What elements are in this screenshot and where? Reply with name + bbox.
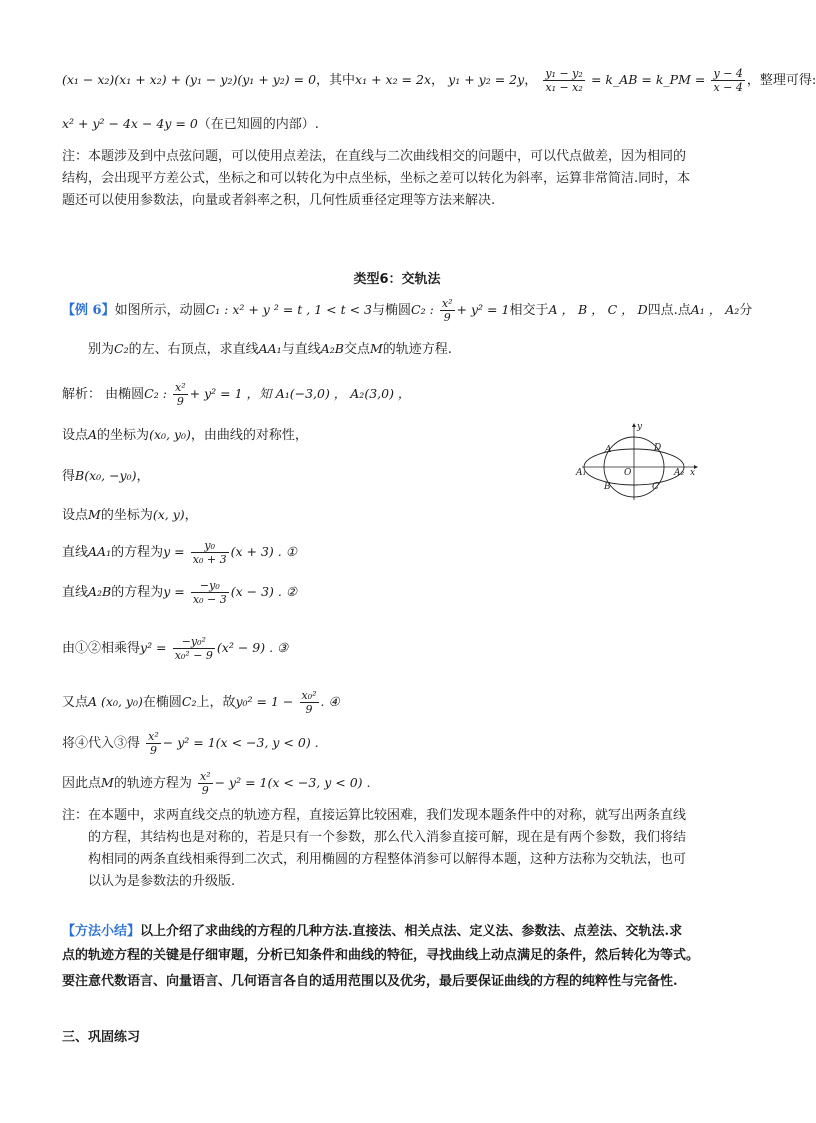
note2-line-2: 的方程，其结构也是对称的，若是只有一个参数，那么代入消参直接可解，现在是有两个参数，我们将结 [88,830,687,845]
summary-line-2: 点的轨迹方程的关键是仔细审题，分析已知条件和曲线的特征，寻找曲线上动点满足的条件，然后转化为等式。 [62,948,700,963]
label-y: y [637,422,643,432]
summary-tag: 【方法小结】 [62,924,141,939]
label-A: A [605,445,612,455]
equation-line-2: x² + y² − 4x − 4y = 0（在已知圆的内部）. [62,116,319,132]
label-O: O [624,468,632,478]
summary-line-1: 【方法小结】以上介绍了求曲线的方程的几种方法.直接法、相关点法、定义法、参数法、点差法、交轨法.求 [62,924,683,939]
solution-line-4: 设点M的坐标为(x, y)， [62,507,198,523]
solution-line-10: 因此点M的轨迹方程为 $\frac{\text{x²}}{9}$ − y² = 1(x < −3, y < 0) . [62,770,371,797]
solution-line-3: 得B(x₀, −y₀)， [62,468,150,484]
equation-line-1: (x₁ − x₂)(x₁ + x₂) + (y₁ − y₂)(y₁ + y₂) = 0，其中x₁ + x₂ = 2x， y₁ + y₂ = 2y， $\frac{\text{y₁ − y₂}}{\text{x₁ − x₂}}$ = k_AB = k_PM = $\frac{y - 4}{x - 4}$ ，整理可得: [62,67,816,94]
label-x: x [690,468,696,478]
solution-line-8: 又点A (x₀, y₀)在椭圆C₂上，故y₀² = 1 − $\frac{\text{x₀²}}{9}$ . ④ [62,689,340,716]
slope-fraction: $\frac{\text{y₁ − y₂}}{\text{x₁ − x₂}}$ [545,67,583,94]
label-A2: A₂ [674,468,685,478]
label-B: B [604,482,611,492]
solution-line-1: 解析： 由椭圆C₂ : $\frac{\text{x²}}{9}$ + y² = 1 ，知 A₁(−3,0) ， A₂(3,0) ， [62,381,411,408]
example-line-1: 【例 6】如图所示，动圆C₁ : x² + y ² = t , 1 < t < 3与椭圆C₂ : $\frac{\text{x²}}{9}$ + y² = 1相交于A ， B ， C ， D四点.点A₁ ， A₂分 [62,297,753,324]
label-C: C [652,482,659,492]
label-D: D [654,443,662,453]
y-axis-arrow-icon [632,423,636,427]
label-A1: A₁ [576,468,587,478]
ellipse-circle-figure [576,420,706,502]
note1-line-1: 注：本题涉及到中点弦问题，可以使用点差法，在直线与二次曲线相交的问题中，可以代点做差，因为相同的 [62,149,687,164]
example-tag: 【例 6】 [62,303,115,318]
note2-line-1: 注：在本题中，求两直线交点的轨迹方程，直接运算比较困难，我们发现本题条件中的对称，就写出两条直线 [62,808,687,823]
example-line-2: 别为C₂的左、右顶点，求直线AA₁与直线A₂B交点M的轨迹方程. [88,341,452,357]
solution-line-7: 由①②相乘得y² = $\frac{\text{−y₀²}}{\text{x₀² − 9}}$ (x² − 9) . ③ [62,635,289,662]
solution-line-9: 将④代入③得 $\frac{\text{x²}}{9}$ − y² = 1(x < −3, y < 0) . [62,730,319,757]
summary-line-3: 要注意代数语言、向量语言、几何语言各自的适用范围以及优劣，最后要保证曲线的方程的纯粹性与完备性. [62,974,678,989]
solution-line-5: 直线AA₁的方程为y = $\frac{\text{y₀}}{\text{x₀ + 3}}$ (x + 3) . ① [62,539,297,566]
section-title: 类型6：交轨法 [353,272,441,287]
note1-line-3: 题还可以使用参数法，向量或者斜率之积，几何性质垂径定理等方法来解决. [62,193,496,208]
note2-line-4: 以认为是参数法的升级版. [88,874,236,889]
kpm-fraction: $\frac{y - 4}{x - 4}$ [713,67,743,94]
note1-line-2: 结构，会出现平方差公式，坐标之和可以转化为中点坐标，坐标之差可以转化为斜率，运算非常简洁.同时，本 [62,171,691,186]
note2-line-3: 构相同的两条直线相乘得到二次式，利用椭圆的方程整体消参可以解得本题，这种方法称为交轨法，也可 [88,852,687,867]
solution-line-2: 设点A的坐标为(x₀, y₀)，由曲线的对称性， [62,427,308,443]
solution-line-6: 直线A₂B的方程为y = $\frac{\text{−y₀}}{\text{x₀ − 3}}$ (x − 3) . ② [62,579,298,606]
section-heading-3: 三、巩固练习 [62,1030,141,1045]
